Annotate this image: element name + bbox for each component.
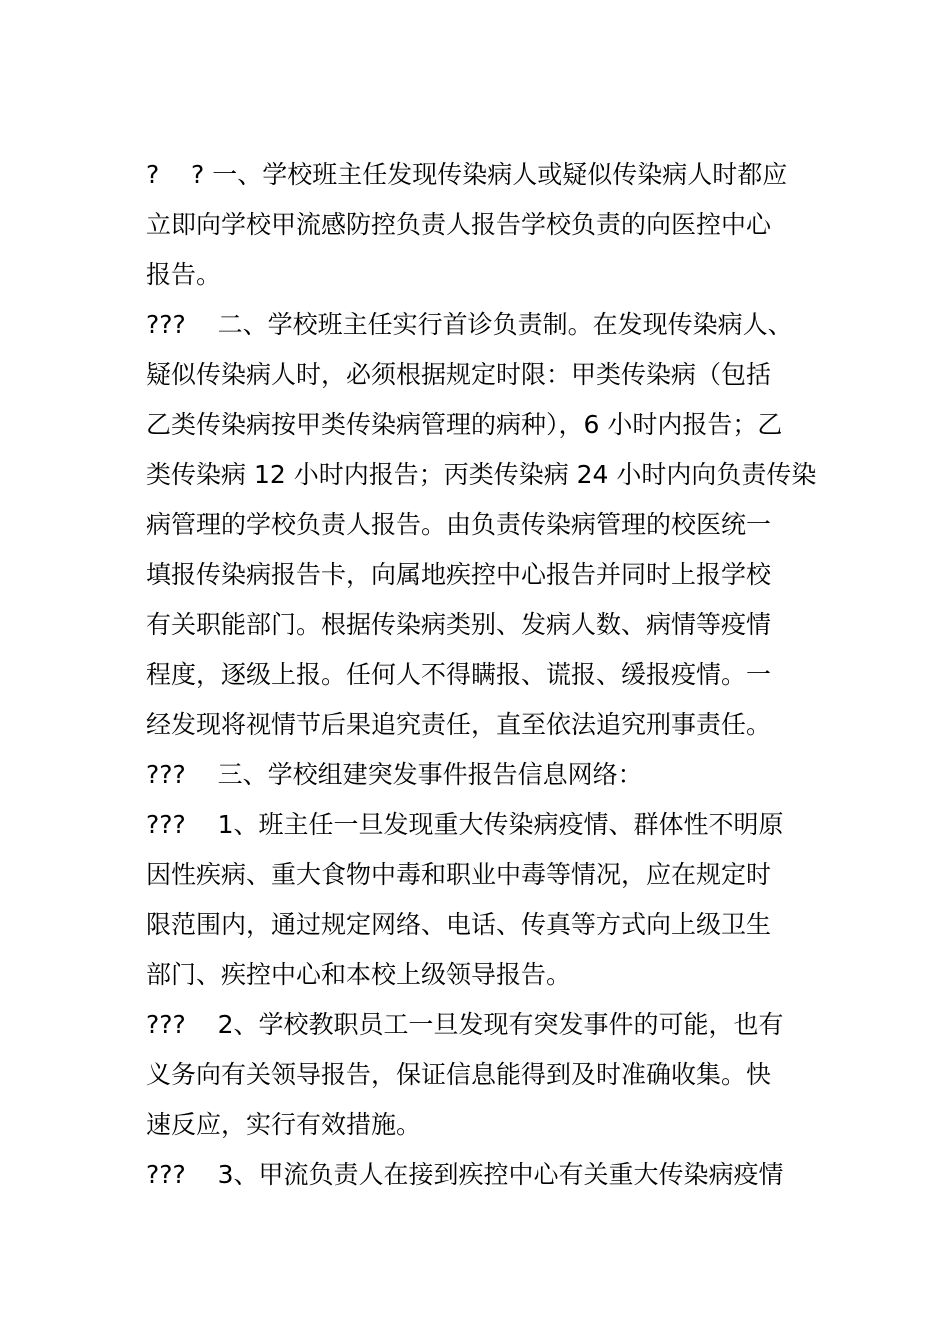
- text-line: ??? 1、班主任一旦发现重大传染病疫情、群体性不明原: [146, 810, 784, 839]
- text-line: 报告。: [146, 260, 222, 289]
- text-line: 填报传染病报告卡，向属地疾控中心报告并同时上报学校: [146, 560, 772, 589]
- text-line: ? ? 一、学校班主任发现传染病人或疑似传染病人时都应: [146, 160, 788, 189]
- text-line: 类传染病 12 小时内报告；丙类传染病 24 小时内向负责传染: [146, 460, 817, 489]
- text-line: ??? 3、甲流负责人在接到疾控中心有关重大传染病疫情: [146, 1160, 784, 1189]
- text-line: 义务向有关领导报告，保证信息能得到及时准确收集。快: [146, 1060, 772, 1089]
- text-line: 程度，逐级上报。任何人不得瞒报、谎报、缓报疫情。一: [146, 660, 772, 689]
- text-line: 疑似传染病人时，必须根据规定时限：甲类传染病（包括: [146, 360, 772, 389]
- text-line: 速反应，实行有效措施。: [146, 1110, 422, 1139]
- text-line: 限范围内，通过规定网络、电话、传真等方式向上级卫生: [146, 910, 772, 939]
- text-line: 病管理的学校负责人报告。由负责传染病管理的校医统一: [146, 510, 772, 539]
- text-line: 有关职能部门。根据传染病类别、发病人数、病情等疫情: [146, 610, 772, 639]
- text-line: 经发现将视情节后果追究责任，直至依法追究刑事责任。: [146, 710, 772, 739]
- text-line: ??? 三、学校组建突发事件报告信息网络：: [146, 760, 643, 789]
- document-body: [146, 150, 818, 1200]
- text-line: 因性疾病、重大食物中毒和职业中毒等情况，应在规定时: [146, 860, 772, 889]
- text-line: 立即向学校甲流感防控负责人报告学校负责的向医控中心: [146, 210, 772, 239]
- text-line: 部门、疾控中心和本校上级领导报告。: [146, 960, 572, 989]
- text-line: 乙类传染病按甲类传染病管理的病种），6 小时内报告；乙: [146, 410, 783, 439]
- text-line: ??? 2、学校教职员工一旦发现有突发事件的可能，也有: [146, 1010, 784, 1039]
- text-line: ??? 二、学校班主任实行首诊负责制。在发现传染病人、: [146, 310, 793, 339]
